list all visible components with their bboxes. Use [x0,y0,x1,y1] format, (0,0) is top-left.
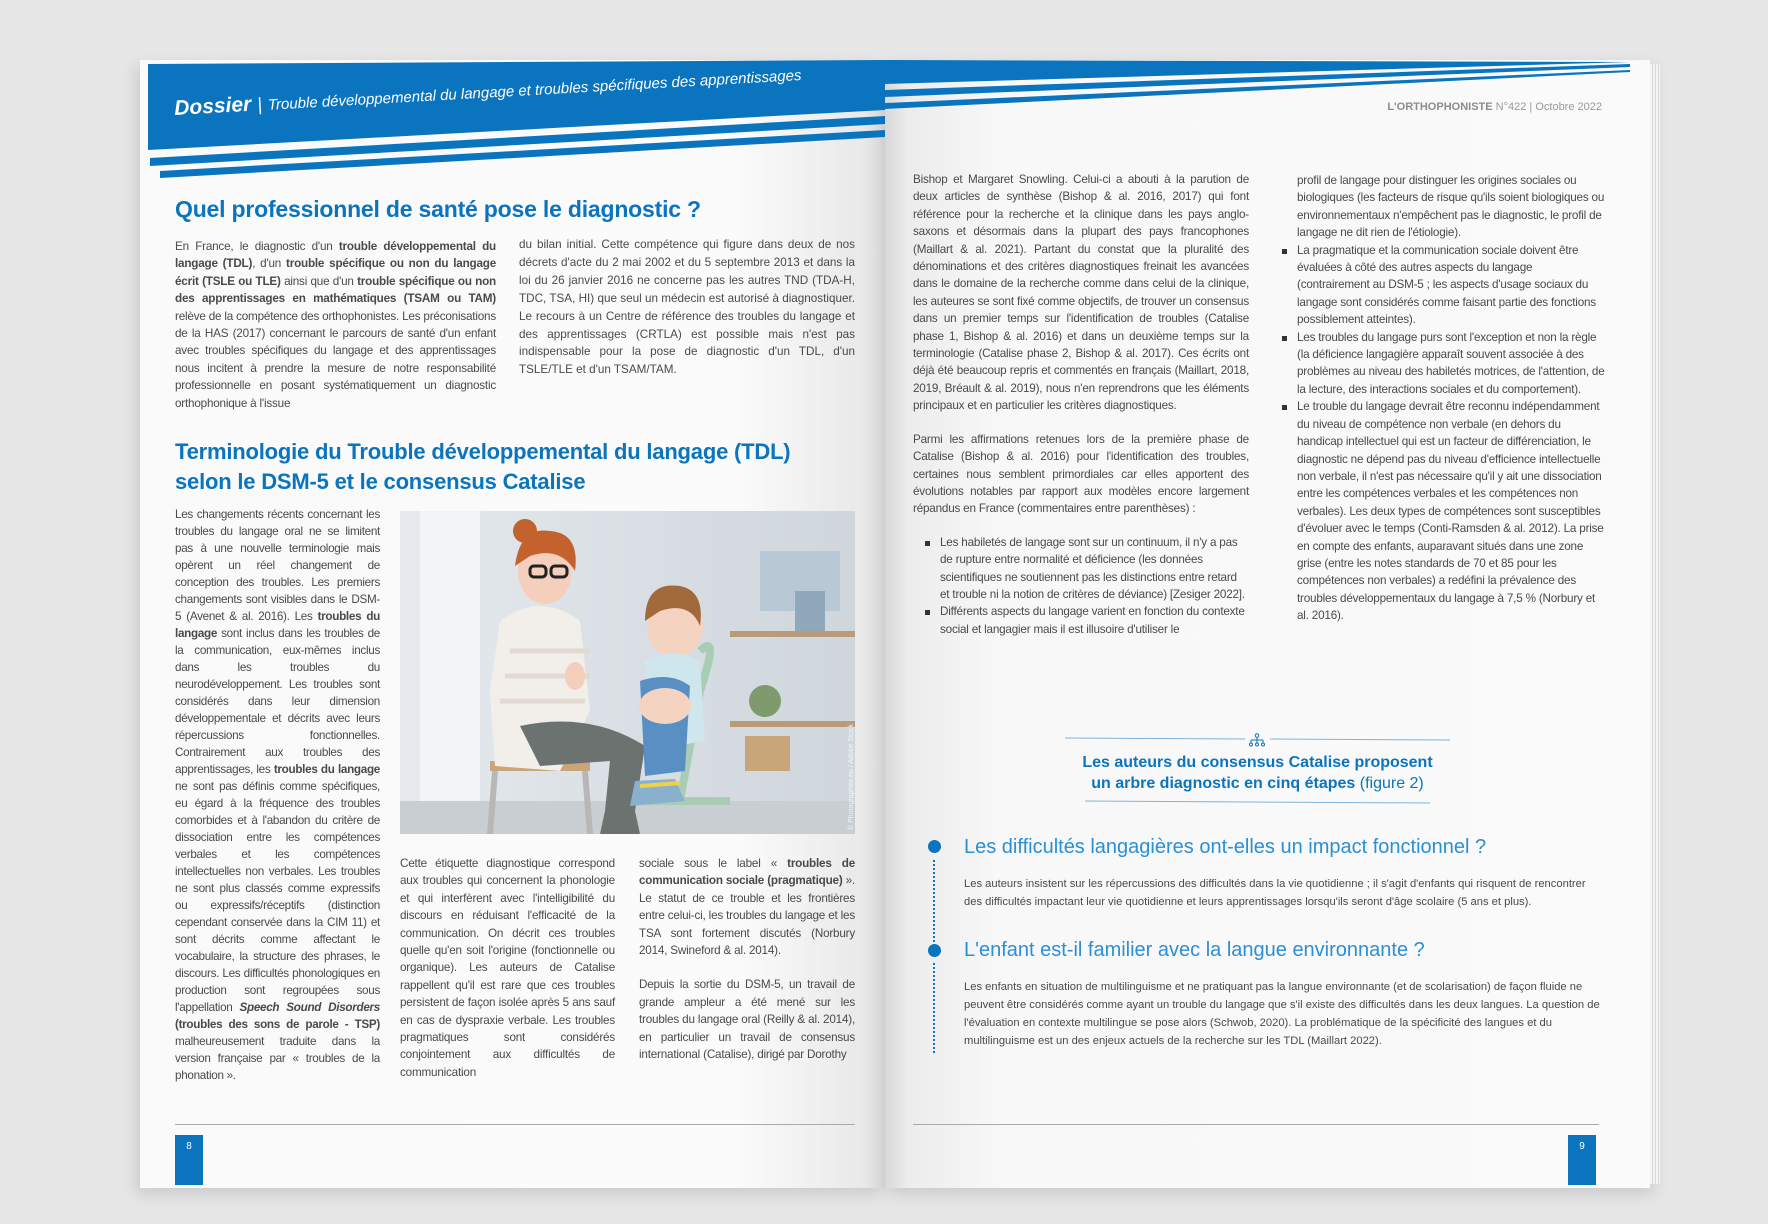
list-item-continuation [1280,172,1605,242]
emphasis-text: troubles du langage [175,610,380,640]
right-column-1 [913,171,1249,638]
callout-title [1065,752,1450,794]
body-text: ne sont pas définis comme spécifiques, eu égard à la fréquence des troubles comorbides et à l'abandon du critère de dissociation entre les compétences verbales et les compétences intellectuelles non verbales. Les troubles ne sont plus classés comme expressifs ou expressifs/réceptifs (distinction cependant conservée dans la CIM 11) et sont décrits comme affectant le vocabulaire, la structure des phrases, le discours. Les difficultés phonologiques en production sont regroupées sous l'appellation [175,780,380,1014]
intro-column-1 [175,238,496,412]
body-text: Parmi les affirmations retenues lors de la première phase de Catalise (Bishop & al. 2016) pour l'identification des troubles, certaines nous semblent primordiales car elles apportent des évolutions notables par rapport aux modèles encore largement répandus en France (commentaires entre parenthèses) : [913,432,1249,516]
section-subtitle: Trouble développemental du langage et troubles spécifiques des apprentissages [267,66,802,114]
step-2-title: L'enfant est-il familier avec la langue environnante ? [964,939,1425,961]
step-bullet-icon [928,944,941,957]
emphasis-text: trouble spécifique ou non des apprentissages en mathématiques (TSAM ou TAM) [175,274,496,306]
step-connector [933,860,935,946]
catalise-history-paragraph [913,171,1249,415]
figure-reference: (figure 2) [1359,775,1424,792]
tree-icon-divider [1065,733,1450,747]
body-text: Depuis la sortie du DSM-5, un travail de grande ampleur a été mené sur les troubles du langage oral (Reilly & al. 2014), en particulier un travail de consensus international (Catalise), dirigé par Dorothy [639,978,855,1062]
right-column-2 [1280,172,1605,625]
heading-line-1: Terminologie du Trouble développemental du langage (TDL) [175,439,791,464]
list-item [923,603,1249,638]
affirmations-list-a [923,534,1249,638]
catalise-paragraph [639,976,855,1063]
body-text: Bishop et Margaret Snowling. Celui-ci a abouti à la parution de deux articles de synthèse (Bishop & al. 2016, 2017) qui font référence pour la recherche et la clinique dans les pays anglo-saxons et désormais dans la plupart des pays francophones (Maillart & al. 2021). Partant du constat que la pluralité des dénominations et des critères diagnostiques freinait les avancées dans le domaine de la recherche comme dans celui de la clinique, les auteures se sont fixé comme objectifs, de trouver un consensus dans un premier temps sur l'identification de troubles (Catalise phase 1, Bishop & al. 2016) et dans un deuxième temps sur la terminologie (Catalise phase 2, Bishop & al. 2017). Ces écrits ont déjà été beaucoup repris et commentés en français (Maillart, 2018, 2019, Bréault & al. 2019), nous n'en reprendrons que les éléments principaux et en particulier les critères diagnostiques. [913,173,1249,413]
body-text: ainsi que d'un [280,274,358,288]
below-photo-column-a [400,855,615,1081]
heading-terminologie [175,437,790,497]
header-separator: | [256,94,263,115]
step-2-text: Les enfants en situation de multilinguisme et ne pratiquant pas la langue environnante (et de scolarisation) de façon fluide ne peuvent être considérés comme ayant un trouble du langage que s'il existe des difficultés dans les deux langues. La question de l'évaluation en contexte multilingue se pose alors (Schwob, 2020). La problématique de la spécificité des langues et du multilinguisme est un des enjeux actuels de la recherche sur les TDL (Maillart 2022). [964,981,1600,1047]
section-label: Dossier [173,92,252,121]
footer-rule-left [175,1124,855,1125]
page-number-left: 8 [175,1135,203,1185]
issue-info: N°422 | Octobre 2022 [1495,101,1602,113]
body-text: relève de la compétence des orthophonistes. Les préconisations de la HAS (2017) concernant le parcours de santé d'un enfant avec troubles spécifiques du langage et des apprentissages nous incitent à prendre la mesure de notre responsabilité professionnelle en posant systématiquement un diagnostic orthophonique à l'issue [175,309,496,410]
list-item [1280,329,1605,399]
body-text: Différents aspects du langage varient en fonction du contexte social et langagier mais il est illusoire d'utiliser le [940,605,1245,636]
footer-rule-right [913,1124,1599,1125]
heading-line-2: selon le DSM-5 et le consensus Catalise [175,469,586,494]
page-number-right: 9 [1568,1135,1596,1185]
emphasis-text: troubles du langage [273,763,381,776]
pragmatique-paragraph [639,855,855,959]
body-text: Les changements récents concernant les troubles du langage oral ne se limitent pas à une nouvelle terminologie mais opèrent un réel changement de conception des troubles. Les premiers changements sont visibles dans le DSM-5 (Avenet & al. 2016). Les [175,508,380,623]
body-text: Le trouble du langage devrait être reconnu indépendamment du niveau de compétence non verbale (en dehors du handicap intellectuel qui est un facteur de différenciation, le diagnostic ne dépend pas du niveau d'efficience intellectuelle non verbale, il n'est pas nécessaire qu'il y ait une dissociation entre les compétences verbales et les compétences non verbales). Les deux types de compétences sont susceptibles d'évoluer avec le temps (Conti-Ramsden & al. 2012). La prise en compte des enfants, auparavant situés dans une zone grise (entre les notes standards de 70 et 85 pour les compétences non verbales) a redéfini la prévalence des troubles développementaux du langage à 7,5 % (Norbury et al. 2016). [1297,400,1604,623]
body-text: du bilan initial. Cette compétence qui figure dans deux de nos décrets d'acte du 2 mai 2002 et du 5 septembre 2013 et dans la loi du 26 janvier 2016 ne concerne pas les autres TND (TDA-H, TDC, TSA, HI) que seul un médecin est autorisé à diagnostiquer. Le recours à un Centre de référence des troubles du langage et des apprentissages (CRTLA) est possible mais n'est pas indispensable pour la pose de diagnostic d'un TDL, d'un TSLE/TLE et d'un TSAM/TAM. [519,238,855,377]
page-edges [1650,64,1660,1184]
step-1-title: Les difficultés langagières ont-elles un impact fonctionnel ? [964,836,1487,858]
photo-therapist-child [400,511,855,834]
emphasis-text: trouble développemental du langage (TDL) [175,240,496,271]
step-connector [933,963,935,1053]
step-bullet-icon [928,840,941,853]
callout-line-1: Les auteurs du consensus Catalise proposent [1082,754,1433,771]
body-text: profil de langage pour distinguer les origines sociales ou biologiques (les facteurs de risque qu'ils soient biologiques ou environnementaux n'empêchent pas le diagnostic, le profil de langage ne dit rien de l'étiologie). [1297,174,1605,240]
narrow-column [175,506,380,1084]
body-text: sont inclus dans les troubles de la communication, eux-mêmes inclus dans les troubles du neurodéveloppement. Les troubles sont considérés dans leur dimension développementale et décrits avec leurs répercussions fonctionnelles. Contrairement aux troubles des apprentissages, les [175,627,380,776]
emphasis-text: Speech Sound Disorders [239,1001,380,1014]
affirmations-paragraph [913,431,1249,518]
body-text: La pragmatique et la communication sociale doivent être évaluées à côté des autres aspects du langage (contrairement au DSM-5 ; les aspects d'usage sociaux du langage sont considérés comme faisant partie des fonctions possiblement atteintes). [1297,243,1596,327]
callout-line-2: un arbre diagnostic en cinq étapes [1091,775,1356,792]
heading-diagnostic: Quel professionnel de santé pose le diagnostic ? [175,196,701,222]
body-text: Les troubles du langage purs sont l'exception et non la règle (la déficience langagière apparaît souvent associée à des problèmes au niveau des habiletés motrices, de l'attention, de la lecture, des interactions sociales et du comportement). [1297,330,1605,396]
photo-credit: © Photographee.eu / Adobe Stock [848,724,855,830]
callout-box [1065,733,1450,812]
magazine-name: L'ORTHOPHONISTE [1387,101,1493,113]
body-text: , d'un [252,257,287,271]
callout-divider [1065,797,1450,807]
body-text: Les habiletés de langage sont sur un continuum, il n'y a pas de rupture entre normalité et déficience (les données scientifiques ne soutiennent pas les distinctions entre retard et trouble ni la notion de critères de déviance) [Zesiger 2022]. [940,535,1245,601]
below-photo-column-b [639,855,855,1063]
body-text: En France, le diagnostic d'un [175,240,339,253]
emphasis-text: troubles de communication sociale (pragmatique) [639,857,855,888]
body-text: Cette étiquette diagnostique correspond aux troubles qui concernent la phonologie et qui interfèrent avec l'intelligibilité du discours en réduisant l'efficacité de la communication. On décrit ces troubles quelle qu'en soit l'origine (fonctionnelle ou organique). Les auteurs de Catalise rappellent qu'il est rare que ces troubles persistent de façon isolée après 5 ans sauf en cas de dyspraxie verbale. Les troubles pragmatiques sont considérés conjointement aux difficultés de communication [400,857,615,1079]
emphasis-text: (troubles des sons de parole - TSP) [175,1018,380,1031]
list-item [1280,242,1605,329]
magazine-header [1387,101,1602,113]
affirmations-list-b [1280,242,1605,625]
intro-column-2 [519,236,855,379]
step-1-text: Les auteurs insistent sur les répercussions des difficultés dans la vie quotidienne ; il s'agit d'enfants qui risquent de rencontrer des difficultés impactant leur vie quotidienne et leurs apprentissages lorsqu'ils seront d'âge scolaire (5 ans et plus). [964,878,1586,908]
body-text: ». Le statut de ce trouble et les frontières entre celui-ci, les troubles du langage et les TSA sont fortement discutés (Norbury 2014, Swineford & al. 2014). [639,874,855,958]
body-text: sociale sous le label « [639,857,788,870]
list-item [923,534,1249,604]
list-item [1280,398,1605,624]
emphasis-text: trouble spécifique ou non du langage écrit (TSLE ou TLE) [175,257,496,288]
body-text: malheureusement traduite dans la version française par « troubles de la phonation ». [175,1035,380,1082]
